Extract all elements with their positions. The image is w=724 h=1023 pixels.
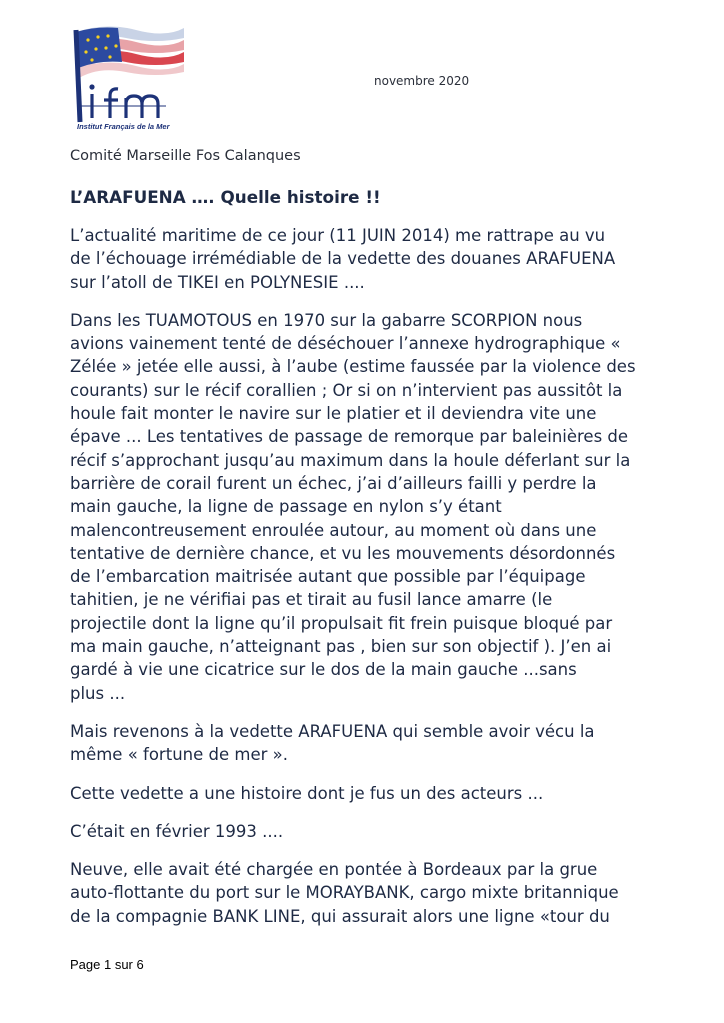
paragraph — [70, 224, 670, 294]
text-line: de l’échouage irrémédiable de la vedette des douanes ARAFUENA — [70, 249, 616, 269]
text-line: L’actualité maritime de ce jour (11 JUIN 2014) me rattrape au vu — [70, 226, 606, 245]
text-line: Neuve, elle avait été chargée en pontée à Bordeaux par la grue — [70, 860, 598, 880]
paragraph — [70, 858, 670, 928]
text-line: C’était en février 1993 .... — [70, 821, 284, 841]
text-line: épave ... Les tentatives de passage de remorque par baleinières de — [70, 427, 629, 447]
text-line: avions vainement tenté de déséchouer l’annexe hydrographique « — [70, 334, 621, 354]
ifm-logo — [66, 22, 184, 134]
text-line: récif s’approchant jusqu’au maximum dans la houle déferlant sur la — [70, 450, 631, 470]
text-line: ma main gauche, n’atteignant pas , bien sur son objectif ). J’en ai — [70, 637, 612, 657]
logo-caption: Institut Français de la Mer — [77, 122, 170, 131]
paragraph — [70, 720, 670, 767]
text-line: de la compagnie BANK LINE, qui assurait alors une ligne «tour du — [70, 906, 610, 926]
ifm-logo-graphic — [66, 22, 184, 134]
text-line: projectile dont la ligne qu’il propulsait fit frein puisque bloqué par — [70, 613, 613, 633]
text-line: Zélée » jetée elle aussi, à l’aube (estime faussée par la violence des — [70, 357, 636, 377]
text-line: Mais revenons à la vedette ARAFUENA qui semble avoir vécu la — [70, 721, 595, 741]
text-line: plus ... — [70, 683, 126, 703]
text-line: Cette vedette a une histoire dont je fus un des acteurs ... — [70, 783, 544, 803]
text-line: courants) sur le récif corallien ; Or si on n’intervient pas aussitôt la — [70, 380, 623, 400]
paragraph — [70, 820, 670, 843]
text-line: barrière de corail furent un échec, j’ai d’ailleurs failli y perdre la — [70, 473, 597, 493]
document-date: novembre 2020 — [374, 74, 470, 88]
text-line: houle fait monter le navire sur le platier et il deviendra vite une — [70, 404, 597, 424]
document-title: L’ARAFUENA …. Quelle histoire !! — [70, 187, 381, 207]
text-line: auto-flottante du port sur le MORAYBANK, cargo mixte britannique — [70, 883, 619, 903]
paragraph — [70, 309, 670, 705]
paragraph — [70, 782, 670, 805]
text-line: main gauche, la ligne de passage en nylon s’y étant — [70, 497, 502, 517]
text-line: de l’embarcation maitrisée autant que possible par l’équipage — [70, 567, 586, 587]
text-line: sur l’atoll de TIKEI en POLYNESIE .... — [70, 272, 365, 292]
text-line: malencontreusement enroulée autour, au moment où dans une — [70, 520, 597, 540]
text-line: tentative de dernière chance, et vu les mouvements désordonnés — [70, 543, 616, 563]
text-line: tahitien, je ne vérifiai pas et tirait au fusil lance amarre (le — [70, 590, 553, 610]
text-line: même « fortune de mer ». — [70, 745, 288, 765]
text-line: gardé à vie une cicatrice sur le dos de la main gauche ...sans — [70, 660, 577, 680]
committee-name: Comité Marseille Fos Calanques — [70, 148, 301, 164]
document-body — [70, 224, 670, 943]
text-line: Dans les TUAMOTOUS en 1970 sur la gabarre SCORPION nous — [70, 310, 583, 330]
page-number: Page 1 sur 6 — [70, 957, 144, 972]
